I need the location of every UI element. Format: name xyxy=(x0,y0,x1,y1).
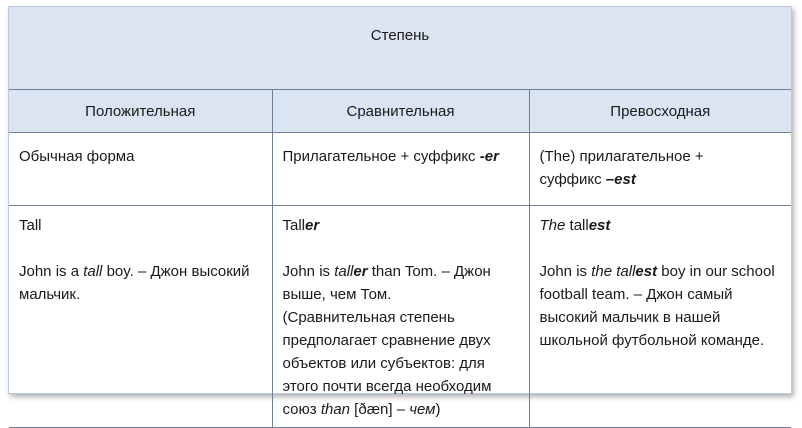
form-positive xyxy=(9,133,272,206)
form-comparative-text: Прилагательное + суффикс xyxy=(282,148,480,165)
title-row xyxy=(9,7,791,90)
example-comparative xyxy=(272,206,529,428)
degrees-table xyxy=(9,7,791,428)
example-positive xyxy=(9,206,272,428)
degrees-table-frame xyxy=(8,6,792,418)
word-superlative: The tallest xyxy=(539,217,611,234)
word-positive: Tall xyxy=(19,217,42,234)
suffix-er: -er xyxy=(479,148,499,165)
form-superlative-text: (The) прилагательное + xyxy=(539,148,704,165)
form-row xyxy=(9,133,791,206)
sentence-superlative: John is the tallest boy in our school football team. – Джон самый высокий мальчик в нашей школьной футбольной команде. xyxy=(539,263,775,349)
sentence-comparative: John is taller than Tom. – Джон выше, чем Том. xyxy=(282,263,491,303)
sentence-positive: John is a tall boy. – Джон высокий мальчик. xyxy=(19,263,250,303)
column-header-comparative: Сравнительная xyxy=(272,90,529,133)
example-superlative xyxy=(529,206,791,428)
word-comparative: Taller xyxy=(282,217,320,234)
form-comparative xyxy=(272,133,529,206)
form-superlative xyxy=(529,133,791,206)
form-superlative-text2: суффикс xyxy=(539,171,606,188)
column-header-superlative: Превосходная xyxy=(529,90,791,133)
note-comparative: (Сравнительная степень предполагает сравнение двух объектов или субъектов: для этого почти всегда необходим союз than [ðæn] – чем) xyxy=(282,309,492,418)
form-positive-text: Обычная форма xyxy=(19,148,135,165)
example-row xyxy=(9,206,791,428)
suffix-est: –est xyxy=(605,171,636,188)
table-title: Степень xyxy=(9,7,791,90)
column-header-row xyxy=(9,90,791,133)
column-header-positive: Положительная xyxy=(9,90,272,133)
